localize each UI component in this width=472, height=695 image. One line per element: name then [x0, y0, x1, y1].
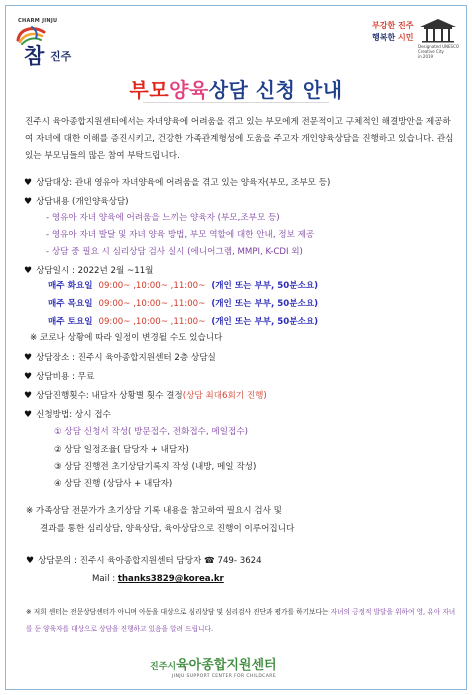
city-logo-name: 진주: [50, 50, 72, 63]
schedule-row: [48, 316, 318, 328]
heart-bullet-icon: ♥: [24, 410, 33, 420]
schedule-day: 매주 화요일: [48, 281, 93, 291]
method-step: ① 상담 신청서 작성( 방문접수, 전화접수, 메일접수): [54, 427, 248, 437]
center-logo-english: JINJU SUPPORT CENTER FOR CHILDCARE: [172, 674, 276, 679]
heart-bullet-icon: ♥: [24, 266, 33, 276]
city-logo-tagline: CHARM JINJU: [18, 18, 58, 24]
schedule-day: 매주 목요일: [48, 299, 93, 309]
inquiry-text: 상담문의 : 진주시 육아종합지원센터 담당자 ☎ 749- 3624: [38, 556, 262, 566]
schedule-note: (개인 또는 부부, 50분소요): [211, 299, 319, 309]
date-item: [24, 265, 154, 277]
target-text: 상담대상: 관내 영유아 자녀양육에 어려움을 겪고 있는 양육자(부모, 조부모 등): [36, 178, 331, 188]
title-part-3: 상담 신청 안내: [208, 78, 343, 102]
slogan-logo: [362, 14, 462, 74]
cost-item: [24, 371, 94, 383]
disclaimer-part-1: ※ 저희 센터는 전문상담센터가 아니며 아동을 대상으로 심리상담 및 심리검사 진단과 평가를 하기보다는: [26, 608, 331, 616]
covid-note: ※ 코로나 상황에 따라 일정이 변경될 수도 있습니다: [30, 333, 223, 343]
mail-line: [26, 570, 458, 588]
target-item: [24, 177, 330, 189]
schedule-row: [48, 298, 318, 310]
heart-bullet-icon: ♥: [24, 391, 33, 401]
city-logo: [14, 18, 84, 66]
slogan-line-1: 부강한 진주: [372, 21, 414, 30]
content-line: - 영유아 자녀 발달 및 자녀 양육 방법, 부모 역할에 대한 안내, 정보 제공: [46, 230, 315, 240]
method-item: [24, 409, 111, 421]
schedule-times: 09:00~ ,10:00~ ,11:00~: [98, 317, 206, 327]
schedule-day: 매주 토요일: [48, 317, 93, 327]
center-logo-city: 진주시: [150, 662, 177, 672]
place-text: 상담장소 : 진주시 육아종합지원센터 2층 상담실: [36, 353, 216, 363]
count-item: [24, 390, 267, 402]
title-part-2: 양육: [169, 78, 209, 102]
mail-link[interactable]: thanks3829@korea.kr: [117, 574, 224, 584]
heart-bullet-icon: ♥: [24, 353, 33, 363]
slogan-line-2-a: 행복한: [372, 33, 398, 42]
place-item: [24, 352, 216, 364]
heart-bullet-icon: ♥: [24, 197, 33, 207]
count-text: 상담진행횟수: 내담자 상황별 횟수 결정: [36, 391, 183, 401]
heart-bullet-icon: ♥: [24, 178, 33, 188]
title-underline: [143, 102, 329, 103]
cost-text: 상담비용 : 무료: [36, 372, 95, 382]
slogan-line-2-b: 시민: [397, 33, 414, 42]
page-title: [0, 74, 472, 103]
schedule-times: 09:00~ ,10:00~ ,11:00~: [98, 281, 206, 291]
content-item: [24, 196, 129, 208]
unesco-caption: Designated UNESCO Creative City in 2019: [418, 44, 460, 59]
date-heading: 상담일시 : 2022년 2월 ~11월: [36, 266, 154, 276]
content-line: - 영유아 자녀 양육에 어려움을 느끼는 양육자 (부모,조부모 등): [46, 213, 280, 223]
count-highlight: (상담 최대6회기 진행): [182, 391, 267, 401]
heart-bullet-icon: ♥: [26, 556, 35, 566]
intro-paragraph: 진주시 육아종합지원센터에서는 자녀양육에 어려움을 겪고 있는 부모에게 전문적이고 구체적인 해결방안을 제공하여 자녀에 대한 이해를 증진시키고, 건강한 가족관계형성에 도움을 주고자 개인양육상담을 진행하고 있습니다. 관심 있는 부모님들의 많은 참여 부탁드립니다.: [25, 117, 454, 161]
palace-icon: [418, 17, 458, 43]
disclaimer: [26, 604, 456, 638]
content-line: - 상담 중 필요 시 심리상담 검사 실시 (에니어그램, MMPI, K-CDI 외): [46, 247, 303, 257]
process-note-line-2: 결과를 통한 심리상담, 양육상담, 육아상담으로 진행이 이루어집니다: [40, 524, 295, 534]
schedule-row: [48, 280, 318, 292]
slogan-line-2: [372, 32, 413, 43]
method-step: ③ 상담 진행전 초기상담기록지 작성 (내방, 메일 작성): [54, 462, 257, 472]
mail-label: Mail :: [92, 574, 118, 584]
schedule-note: (개인 또는 부부, 50분소요): [211, 317, 319, 327]
process-note: [26, 502, 458, 538]
heart-bullet-icon: ♥: [24, 372, 33, 382]
schedule-times: 09:00~ ,10:00~ ,11:00~: [98, 299, 206, 309]
process-note-line-1: ※ 가족상담 전문가가 초기상담 기록 내용을 참고하여 필요시 검사 및: [26, 506, 282, 516]
disclaimer-part-2: 자녀의 긍정적 발달을 위하여 영, 유아 자녀를 둔 양육자를 대상으로 상담을 진행하고 있음을 알려 드립니다.: [26, 608, 456, 633]
city-logo-mark: 참: [24, 43, 45, 68]
schedule-note: (개인 또는 부부, 50분소요): [211, 281, 319, 291]
inquiry-line: [26, 552, 458, 570]
title-part-1: 부모: [129, 78, 170, 102]
center-logo-korean: [150, 654, 277, 673]
contact-block: [26, 552, 458, 588]
method-step: ④ 상담 진행 (상담사 + 내담자): [54, 479, 173, 489]
method-heading: 신청방법: 상시 접수: [36, 410, 111, 420]
method-step: ② 상담 일정조율( 담당자 + 내담자): [54, 445, 189, 455]
center-logo-name: 육아종합지원센터: [176, 658, 277, 673]
center-logo: [150, 654, 390, 684]
content-heading: 상담내용 (개인양육상담): [36, 197, 129, 207]
